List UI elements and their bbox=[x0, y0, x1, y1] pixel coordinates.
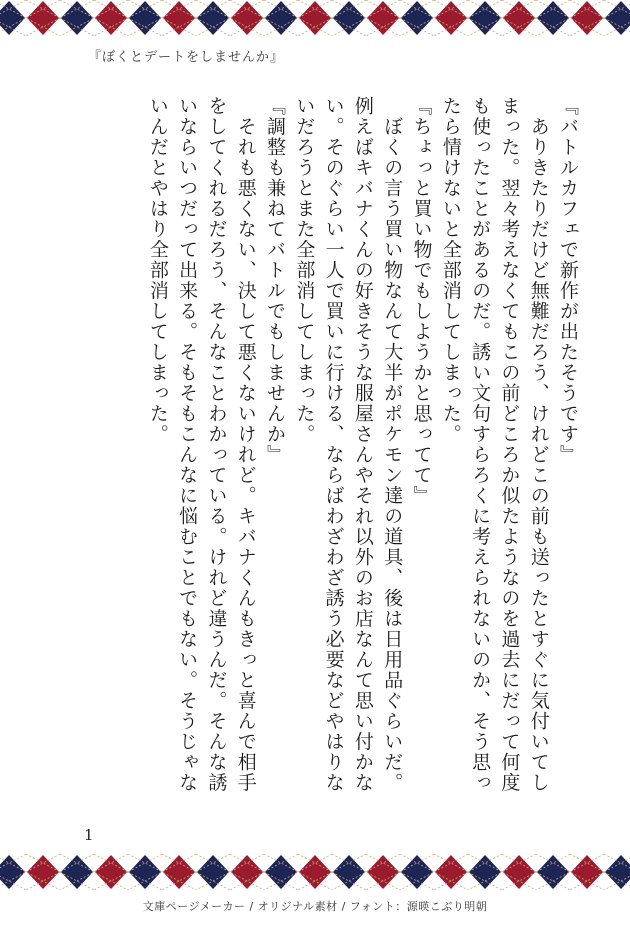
paragraph: 『バトルカフェで新作が出たそうです』 bbox=[557, 96, 579, 465]
paragraph: 『調整も兼ねてバトルでもしませんか』 bbox=[264, 96, 287, 465]
page-number: 1 bbox=[84, 826, 94, 844]
body-text bbox=[82, 96, 582, 808]
argyle-border-bottom bbox=[0, 854, 630, 890]
paragraph: ぼくの言う買い物なんて大半がポケモン達の道具、後は日用品ぐらいだ。例えばキバナくんの好きそうな服屋さんやそれ以外のお店なんて思い付かない。そのぐらい一人で買いに行ける、ならばわざわざ誘う必要などやはりないだろうとまた全部消してしまった。 bbox=[293, 96, 404, 793]
paragraph: 『ちょっと買い物でもしようかと思ってて』 bbox=[410, 96, 433, 506]
argyle-border-top bbox=[0, 0, 630, 36]
paragraph: それも悪くない、決して悪くないけれど。キバナくんもきっと喜んで相手をしてくれるだろう、そんなことわかっている。けれど違うんだ。そんな誘いならいつだって出来る。そもそもこんなに悩むことでもない。そうじゃないんだとやはり全部消してしまった。 bbox=[146, 96, 257, 793]
credit-line: 文庫ページメーカー / オリジナル素材 / フォント：源暎こぶり明朝 bbox=[142, 900, 488, 913]
running-title: 『ぼくとデートをしませんか』 bbox=[88, 50, 285, 65]
paragraph: ありきたりだけど無難だろう、けれどこの前も送ったとすぐに気付いてしまった。翌々考えなくてもこの前どころか似たようなのを過去にだって何度も使ったことがあるのだ。誘い文句すらろくに考えられないのか、そう思ったら情けないと全部消してしまった。 bbox=[439, 96, 550, 793]
